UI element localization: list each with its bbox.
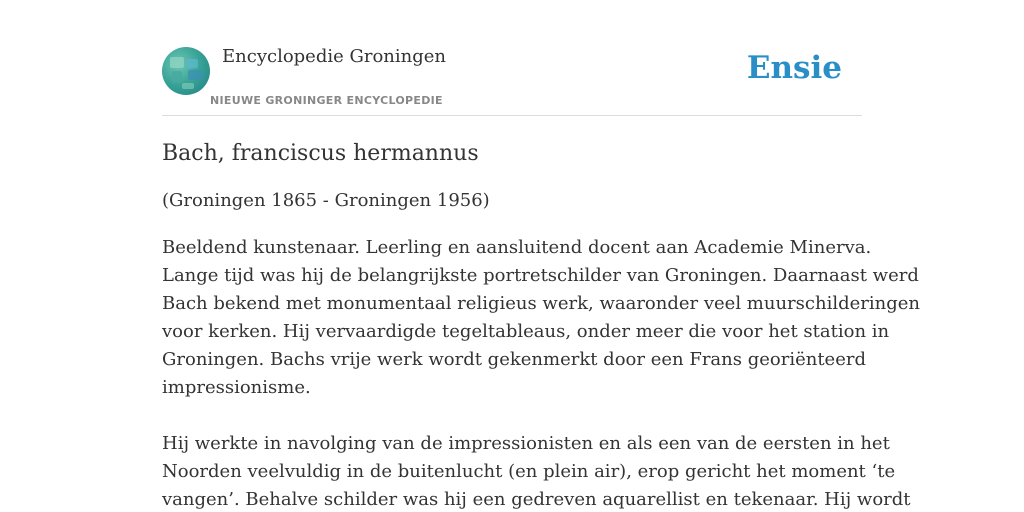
article-title: Bach, franciscus hermannus xyxy=(162,141,479,166)
paragraph-line: impressionisme. xyxy=(162,377,311,398)
paragraph-line: Noorden veelvuldig in de buitenlucht (en plein air), erop gericht het moment ‘te xyxy=(162,461,896,482)
encyclopedia-logo-icon[interactable] xyxy=(162,47,210,95)
ensie-logo[interactable]: Ensie xyxy=(746,50,842,86)
article xyxy=(162,137,920,512)
article-paragraph-1 xyxy=(162,234,920,402)
paragraph-line: Beeldend kunstenaar. Leerling en aansluitend docent aan Academie Minerva. xyxy=(162,237,872,258)
article-lifespan: (Groningen 1865 - Groningen 1956) xyxy=(162,190,490,211)
site-subtitle: NIEUWE GRONINGER ENCYCLOPEDIE xyxy=(210,94,443,107)
paragraph-line: voor kerken. Hij vervaardigde tegeltableaus, onder meer die voor het station in xyxy=(162,321,890,342)
paragraph-line: vangen’. Behalve schilder was hij een gedreven aquarellist en tekenaar. Hij wordt xyxy=(162,489,911,510)
site-header xyxy=(162,0,862,116)
article-paragraph-2 xyxy=(162,430,911,512)
paragraph-line: Groningen. Bachs vrije werk wordt gekenmerkt door een Frans georiënteerd xyxy=(162,349,866,370)
paragraph-line: Lange tijd was hij de belangrijkste portretschilder van Groningen. Daarnaast werd xyxy=(162,265,919,286)
paragraph-line: Hij werkte in navolging van de impressionisten en als een van de eersten in het xyxy=(162,433,890,454)
site-title[interactable]: Encyclopedie Groningen xyxy=(222,46,447,67)
paragraph-line: Bach bekend met monumentaal religieus werk, waaronder veel muurschilderingen xyxy=(162,293,920,314)
